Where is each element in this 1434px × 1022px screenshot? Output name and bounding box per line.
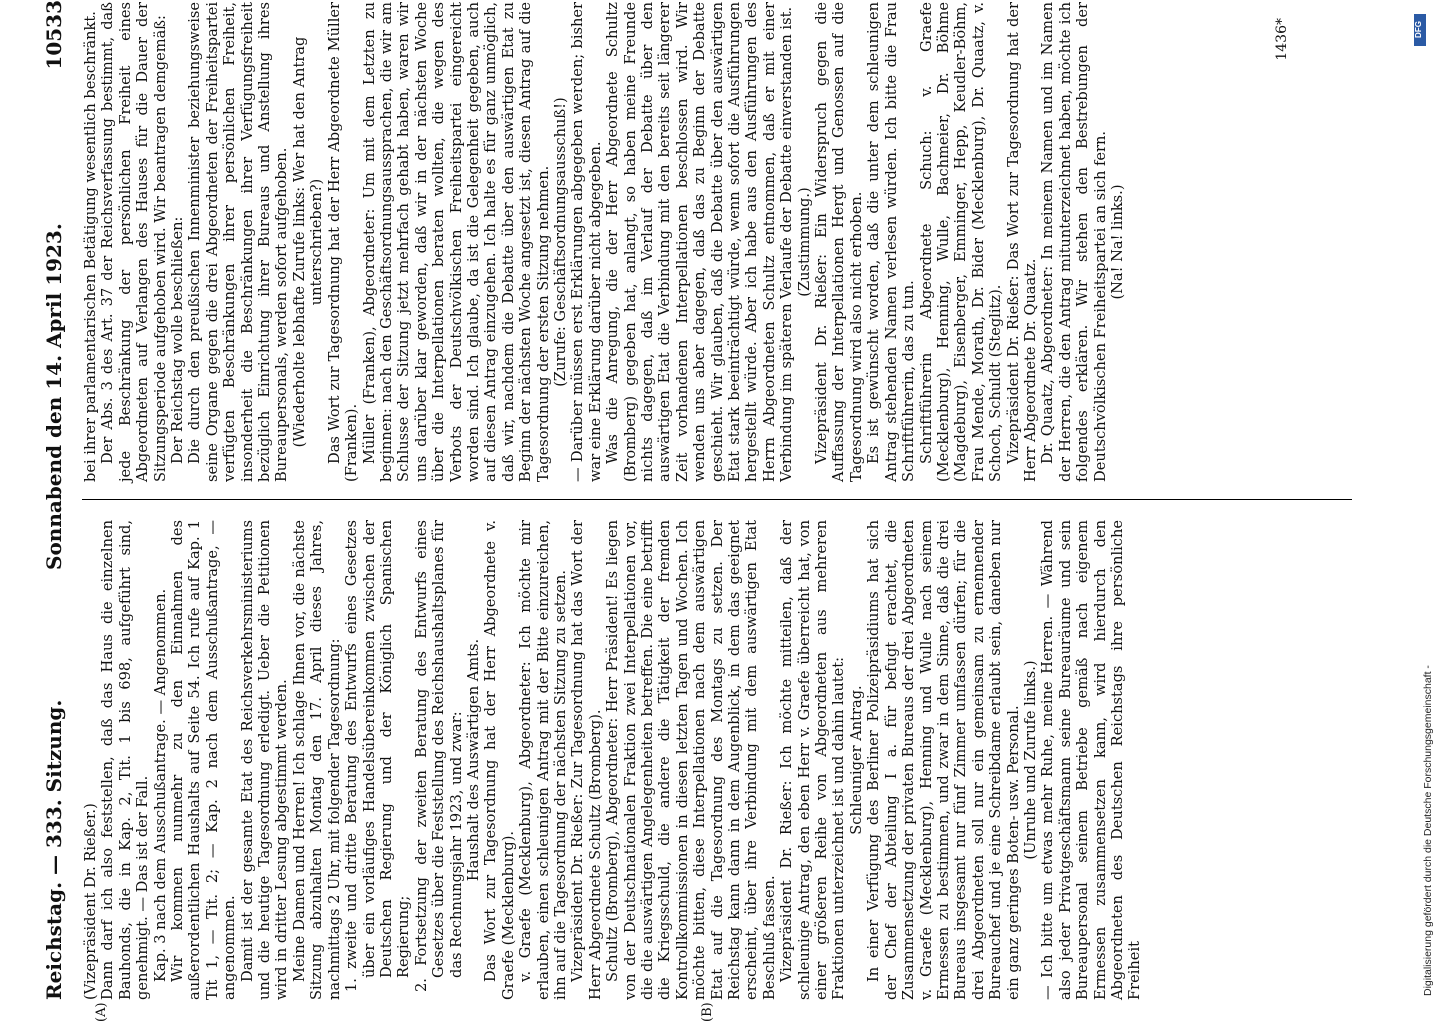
right-column-paragraph: (Zurufe: Geschäftsordnungsausschuß!) bbox=[551, 97, 569, 387]
header-left: Reichstag. — 333. Sitzung. bbox=[42, 699, 66, 1000]
right-column-paragraph: bei ihrer parlamentarischen Betätigung wesentlich beschränkt. bbox=[82, 11, 99, 482]
right-column-paragraph: Vizepräsident Dr. Rießer: Ein Widerspruch gegen die Auffassung der Interpellationen Hergt und Genossen auf die Tagesordnung wird also nicht erhoben. bbox=[813, 2, 865, 482]
left-column-paragraph: Vizepräsident Dr. Rießer: Zur Tagesordnung hat das Wort der Herr Abgeordnete Schultz (Bromberg). bbox=[569, 520, 604, 1000]
digitization-credit bbox=[1408, 6, 1434, 996]
left-column-paragraph: Haushalt des Auswärtigen Amts. bbox=[464, 638, 482, 882]
right-column-paragraph: — Darüber müssen erst Erklärungen abgegeben werden; bisher war eine Erklärung darüber nicht abgegeben. bbox=[569, 2, 604, 482]
right-column-paragraph: Dr. Quaatz, Abgeordneter: In meinem Namen und im Namen der Herren, die den Antrag mitunterzeichnet haben, möchte ich folgendes erklären. Wir stehen den Bestrebungen der Deutschvölkischen Freiheitspartei an sich fern. bbox=[1039, 2, 1109, 482]
left-column-paragraph: 2. Fortsetzung der zweiten Beratung des Entwurfs eines Gesetzes über die Feststellung des Reichshaushaltsplanes für das Rechnungsjahr 1923, und zwar: bbox=[412, 520, 465, 992]
running-header bbox=[42, 0, 72, 1000]
left-column-paragraph: Schultz (Bromberg), Abgeordneter: Herr Präsident! Es liegen von der Deutschnationalen Fraktion zwei Interpellationen vor, die die auswärtigen Angelegenheiten betreffen. Die eine betrifft die Kriegsschuld, die andere die Tätigkeit der fremden Kontrollkommissionen in diesen letzten Tagen und Wochen. Ich möchte bitten, diese Interpellationen nach dem auswärtigen Etat auf die Tagesordnung des Montags zu setzen. Der Reichstag kann dann in dem Augenblick, in dem das geeignet erscheint, über ihre Verbindung mit dem auswärtigen Etat Beschluß fassen. bbox=[604, 520, 778, 1000]
right-column-paragraph: (Na! Na! links.) bbox=[1108, 184, 1126, 300]
right-column-paragraph: Schriftführerin Abgeordnete Schuch: v. Graefe (Mecklenburg), Henning, Wulle, Bachmeier, Dr. Böhme (Magdeburg), Eisenberger, Emminger, Hepp, Keudler-Böhm, Frau Mende, Morath, Dr. Bider (Mecklenburg), Dr. Quaatz, v. Schoch, Schuldt (Steglitz). bbox=[917, 2, 1005, 482]
left-column-paragraph: Schleuniger Antrag. bbox=[847, 685, 865, 835]
left-column-paragraph: Dann darf ich also feststellen, daß das Haus die einzelnen Bauhonds, die in Kap. 2, Tit. 1 bis 698, aufgeführt sind, genehmigt. — Das ist der Fall. bbox=[99, 520, 152, 1000]
right-column-paragraph: Müller (Franken), Abgeordneter: Um mit dem Letzten zu beginnen: nach den Geschäftsordnungsaussprachen, die wir am Schlusse der Sitzung jetzt mehrfach gehabt haben, waren wir uns darüber klar geworden, daß wir in der nächsten Woche über die Interpellationen beraten wollten, die wegen des Verbots der Deutschvölkischen Freiheitspartei eingereicht worden sind. Ich glaube, da ist die Gelegenheit gegeben, auch auf diesen Antrag einzugehen. Ich halte es für ganz unmöglich, daß wir, nachdem die Debatte über den auswärtigen Etat zu Beginn der nächsten Woche angesetzt ist, diesen Antrag auf die Tagesordnung der ersten Sitzung nehmen. bbox=[360, 2, 552, 482]
right-column-paragraph: (Wiederholte lebhafte Zurufe links: Wer hat den Antrag unterschrieben?) bbox=[290, 36, 326, 448]
right-column-paragraph: Das Wort zur Tagesordnung hat der Herr Abgeordnete Müller (Franken). bbox=[325, 2, 361, 482]
left-column-paragraph: Das Wort zur Tagesordnung hat der Herr Abgeordnete v. Graefe (Mecklenburg). bbox=[482, 520, 517, 1000]
header-center: Sonnabend den 14. April 1923. bbox=[42, 223, 66, 570]
dfg-logo: DFG bbox=[1414, 14, 1426, 46]
right-column-paragraph: Der Abs. 3 des Art. 37 der Reichsverfassung bestimmt, daß jede Beschränkung der persönlichen Freiheit eines Abgeordneten auf Verlangen des Hauses für die Dauer der Sitzungsperiode aufgehoben wird. Wir beantragen demgemäß: bbox=[99, 2, 169, 482]
left-column-paragraph: Kap. 3 nach dem Ausschußantrage. — Angenommen. bbox=[151, 588, 169, 982]
margin-mark-a: (A) bbox=[94, 1002, 109, 1022]
right-column-paragraph: Der Reichstag wolle beschließen: bbox=[169, 216, 187, 464]
signature-mark: 1436* bbox=[1274, 18, 1290, 61]
left-column bbox=[82, 520, 1362, 1000]
left-column-paragraph: (Vizepräsident Dr. Rießer.) bbox=[82, 803, 99, 1000]
left-column-paragraph: In einer Verfügung des Berliner Polizeipräsidiums hat sich der Chef der Abteilung I a. für befugt erachtet, die Zusammensetzung der privaten Bureaus der drei Abgeordneten v. Graefe (Mecklenburg), Henning und Wulle nach seinem Ermessen zu bestimmen, und zwar in dem Sinne, daß die drei Bureaus insgesamt nur fünf Zimmer umfassen dürfen; für die drei Abgeordneten soll nur ein gemeinsam zu ernennender Bureauchef und je eine Schreibdame erlaubt sein, daneben nur ein ganz geringes Boten- usw. Personal. bbox=[865, 520, 1022, 1000]
page-number: 10533 bbox=[42, 0, 66, 70]
right-column-paragraph: Vizepräsident Dr. Rießer: Das Wort zur Tagesordnung hat der Herr Abgeordnete Dr. Quaatz. bbox=[1004, 2, 1039, 482]
left-column-paragraph: Damit ist der gesamte Etat des Reichsverkehrsministeriums und die heutige Tagesordnung erledigt. Ueber die Petitionen wird in dritter Lesung abgestimmt werden. bbox=[238, 520, 291, 1000]
right-column-paragraph: Die durch den preußischen Innenminister beziehungsweise seine Organe gegen die drei Abgeordneten der Freiheitspartei verfügten Beschränkungen ihrer persönlichen Freiheit, insonderheit die Beschränkungen ihrer Verfügungsfreiheit bezüglich Einrichtung ihrer Bureaus und Anstellung ihres Bureaupersonals, werden sofort aufgehoben. bbox=[186, 2, 291, 482]
left-column-paragraph: — Ich bitte um etwas mehr Ruhe, meine Herren. — Während also jeder Privatgeschäftsmann seine Bureauräume und sein Bureaupersonal seinem Betriebe gemäß nach eigenem Ermessen zusammensetzen kann, wird hierdurch den Abgeordneten des Deutschen Reichstags ihre persönliche Freiheit bbox=[1039, 520, 1144, 1000]
left-column-paragraph: Meine Damen und Herren! Ich schlage Ihnen vor, die nächste Sitzung abzuhalten Montag den 17. April dieses Jahres, nachmittags 2 Uhr, mit folgender Tagesordnung: bbox=[290, 520, 343, 1000]
left-column-paragraph: v. Graefe (Mecklenburg), Abgeordneter: Ich möchte mir erlauben, einen schleunigen Antrag mit der Bitte einzureichen, ihn auf die Tagesordnung der nächsten Sitzung zu setzen. bbox=[517, 520, 569, 1000]
column-divider bbox=[82, 499, 1352, 500]
right-column-paragraph: (Zustimmung.) bbox=[795, 187, 813, 297]
left-column-paragraph: (Unruhe und Zurufe links.) bbox=[1021, 660, 1039, 860]
left-column-paragraph: 1. zweite und dritte Beratung des Entwurfs eines Gesetzes über ein vorläufiges Handelsübereinkommen zwischen der Deutschen Regierung und der Königlich Spanischen Regierung; bbox=[343, 520, 413, 992]
left-column-paragraph: Vizepräsident Dr. Rießer: Ich möchte mitteilen, daß der schleunige Antrag, den eben Herr v. Graefe überreicht hat, von einer größeren Reihe von Abgeordneten aus mehreren Fraktionen unterzeichnet ist und dahin lautet: bbox=[778, 520, 848, 1000]
right-column-paragraph: Es ist gewünscht worden, daß die unter dem schleunigen Antrag stehenden Namen verlesen würden. Ich bitte die Frau Schriftführerin, das zu tun. bbox=[865, 2, 918, 482]
margin-mark-b: (B) bbox=[700, 1002, 715, 1022]
right-column-paragraph: Was die Anregung, die der Herr Abgeordnete Schultz (Bromberg) gegeben hat, anlangt, so haben meine Freunde nichts dagegen, daß im Verlauf der Debatte über den auswärtigen Etat die Verbindung mit den bereits seit längerer Zeit vorhandenen Interpellationen beschlossen wird. Wir wenden uns aber dagegen, daß das zu Beginn der Debatte geschieht. Wir glauben, daß die Debatte über den auswärtigen Etat stark beeinträchtigt würde, wenn sofort die Ausführungen hergestellt würde. Aber ich habe aus den Ausführungen des Herrn Abgeordneten Schultz entnommen, daß er mit einer Verbindung im späteren Verlaufe der Debatte einverstanden ist. bbox=[604, 2, 796, 482]
credit-text: Digitalisierung gefördert durch die Deutsche Forschungsgemeinschaft - bbox=[1422, 665, 1434, 996]
right-column bbox=[82, 2, 1362, 482]
left-column-paragraph: Wir kommen nunmehr zu den Einnahmen des außerordentlichen Haushalts auf Seite 54. Ich rufe auf Kap. 1 Tit 1, — Tit. 2; — Kap. 2 nach dem Ausschußantrage, — angenommen. bbox=[169, 520, 239, 1000]
